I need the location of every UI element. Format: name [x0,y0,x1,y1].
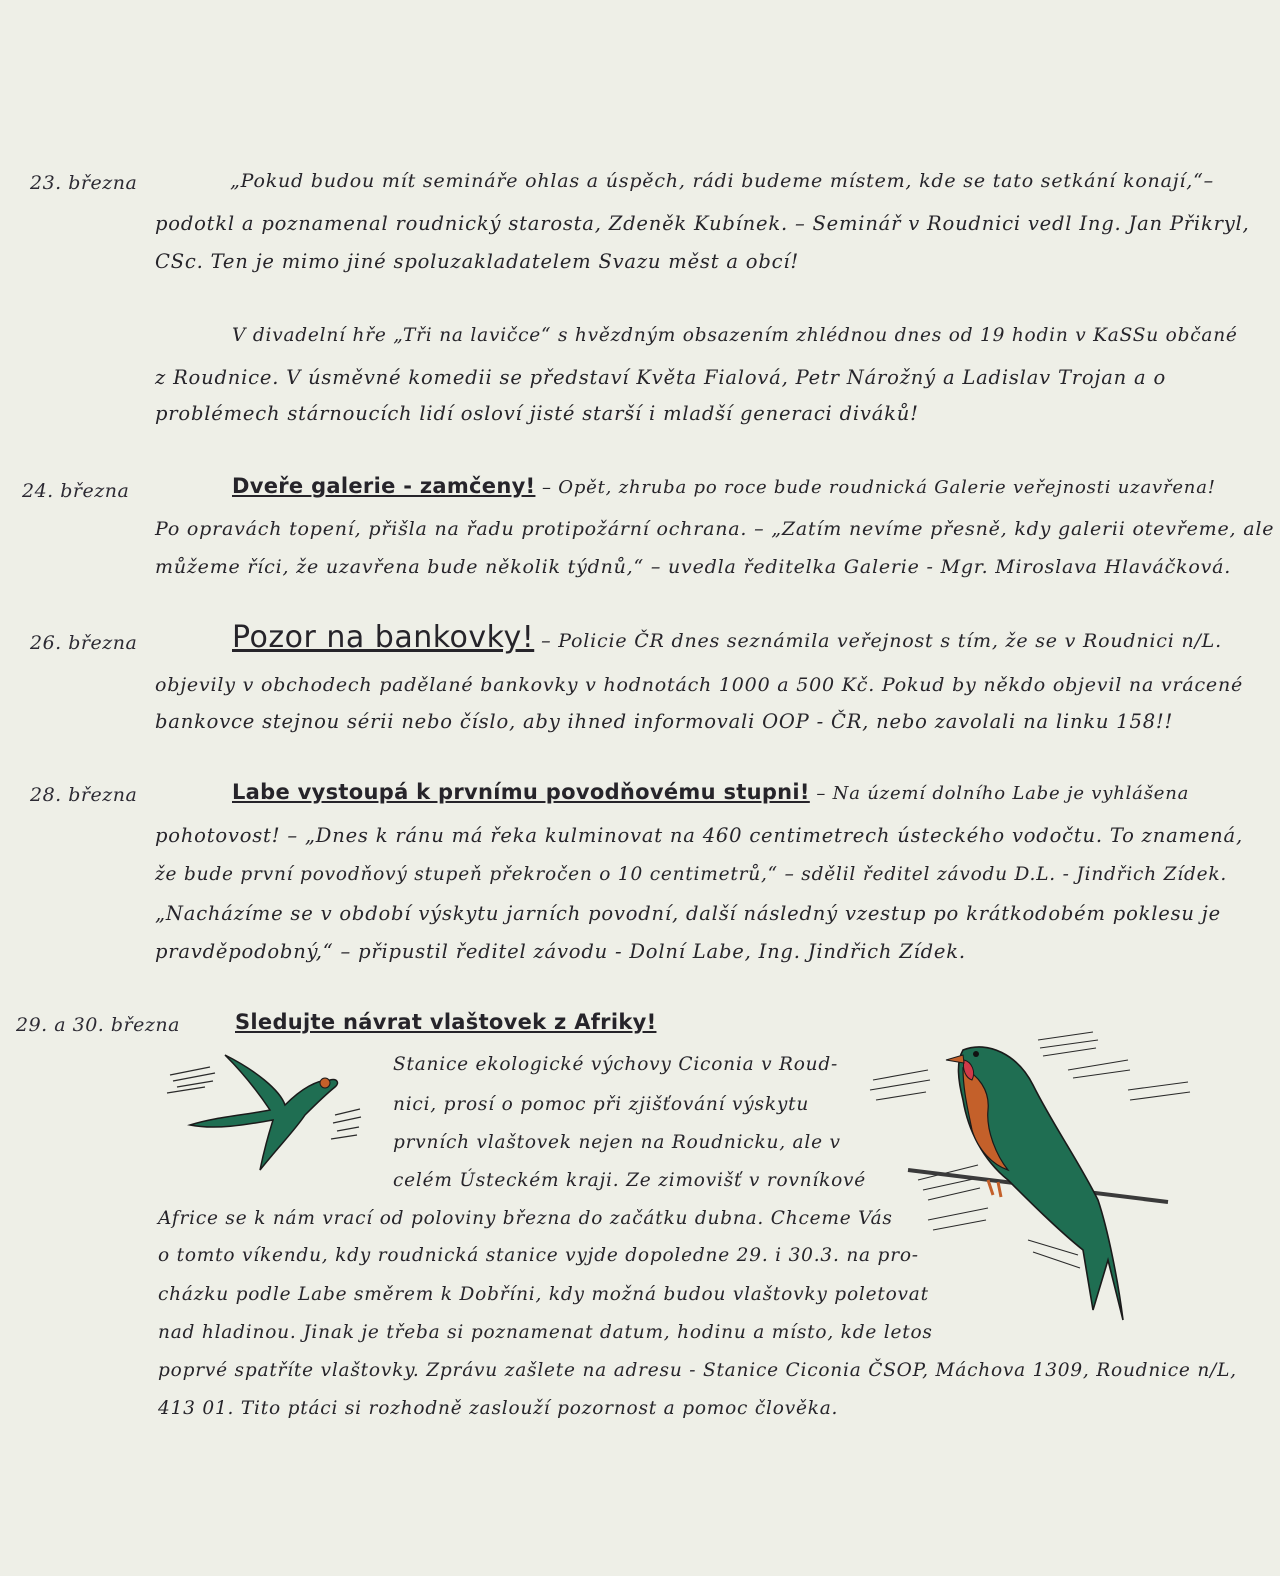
entry-text-line: objevily v obchodech padělané bankovky v hodnotách 1000 a 500 Kč. Pokud by někdo objevil na vrácené [155,674,1244,696]
entry-text-line: 413 01. Tito ptáci si rozhodně zaslouží pozornost a pomoc člověka. [158,1398,839,1419]
entry-text-line: problémech stárnoucích lidí osloví jisté starší i mladší generaci diváků! [155,402,919,425]
swallow-body [190,1055,337,1170]
swallow-throat [320,1078,330,1088]
entry-text-line: CSc. Ten je mimo jiné spoluzakladatelem Svazu měst a obcí! [155,250,800,273]
entry-first-line [232,620,1222,655]
entry-text-line: Africe se k nám vrací od poloviny března do začátku dubna. Chceme Vás [158,1208,893,1229]
swallow-eye [973,1051,979,1057]
entry-first-line [232,780,1189,804]
flying-swallow-illustration [165,1045,365,1175]
entry-text-line: cházku podle Labe směrem k Dobříni, kdy možná budou vlaštovky poletovat [158,1284,929,1305]
entry-text-line: že bude první povodňový stupeň překročen o 10 centimetrů,“ – sdělil ředitel závodu D.L. - Jindřich Zídek. [155,864,1228,885]
entry-first-line [235,1010,656,1034]
motion-lines [167,1067,361,1139]
entry-text-line: Po opravách topení, přišla na řadu protipožární ochrana. – „Zatím nevíme přesně, kdy galerii otevřeme, ale [155,518,1275,540]
entry-text-line: z Roudnice. V úsměvné komedii se představí Květa Fialová, Petr Nárožný a Ladislav Trojan a o [155,366,1167,389]
entry-headline: Sledujte návrat vlaštovek z Afriky! [235,1010,657,1034]
entry-text-line: podotkl a poznamenal roudnický starosta, Zdeněk Kubínek. – Seminář v Roudnici vedl Ing. Jan Přikryl, [155,212,1250,235]
entry-text-line: můžeme říci, že uzavřena bude několik týdnů,“ – uvedla ředitelka Galerie - Mgr. Miroslava Hlaváčková. [155,556,1232,578]
swallow-beak [946,1055,964,1063]
perched-swallow-illustration [868,1030,1198,1330]
entry-text-line: celém Ústeckém kraji. Ze zimovišť v rovníkové [393,1170,867,1191]
entry-text-line: nici, prosí o pomoc při zjišťování výskytu [393,1094,810,1115]
entry-text-line: V divadelní hře „Tři na lavičce“ s hvězdným obsazením zhlédnou dnes od 19 hodin v KaSSu občané [232,325,1238,346]
entry-text-line: prvních vlaštovek nejen na Roudnicku, ale v [393,1132,841,1153]
entry-text: – Opět, zhruba po roce bude roudnická Galerie veřejnosti uzavřena! [541,477,1216,498]
entry-text-line: bankovce stejnou sérii nebo číslo, aby ihned informovali OOP - ČR, nebo zavolali na linku 158!! [155,710,1174,733]
entry-headline: Dveře galerie - zamčeny! [232,474,536,498]
entry-first-line [232,474,1216,498]
entry-date: 23. března [30,172,138,194]
entry-text-line: „Pokud budou mít semináře ohlas a úspěch, rádi budeme místem, kde se tato setkání konají,“– [230,170,1214,192]
entry-text: – Policie ČR dnes seznámila veřejnost s tím, že se v Roudnici n/L. [541,630,1222,652]
entry-text: – Na území dolního Labe je vyhlášena [816,783,1190,804]
entry-text-line: pohotovost! – „Dnes k ránu má řeka kulminovat na 460 centimetrech ústeckého vodočtu. To znamená, [155,824,1243,847]
entry-text-line: „Nacházíme se v období výskytu jarních povodní, další následný vzestup po krátkodobém poklesu je [155,902,1221,925]
entry-date: 28. března [30,784,138,806]
entry-headline: Pozor na bankovky! [232,620,535,655]
entry-date: 24. března [22,480,130,502]
entry-text-line: nad hladinou. Jinak je třeba si poznamenat datum, hodinu a místo, kde letos [158,1322,933,1343]
entry-text-line: o tomto víkendu, kdy roudnická stanice vyjde dopoledne 29. i 30.3. na pro- [158,1245,919,1266]
entry-date: 29. a 30. března [16,1014,180,1036]
entry-date: 26. března [30,632,138,654]
entry-text-line: pravděpodobný,“ – připustil ředitel závodu - Dolní Labe, Ing. Jindřich Zídek. [155,940,966,963]
entry-headline: Labe vystoupá k prvnímu povodňovému stupni! [232,780,810,804]
entry-text-line: Stanice ekologické výchovy Ciconia v Roud- [393,1054,839,1075]
entry-text-line: poprvé spatříte vlaštovky. Zprávu zašlete na adresu - Stanice Ciconia ČSOP, Máchova 1309, Roudnice n/L, [158,1360,1237,1381]
